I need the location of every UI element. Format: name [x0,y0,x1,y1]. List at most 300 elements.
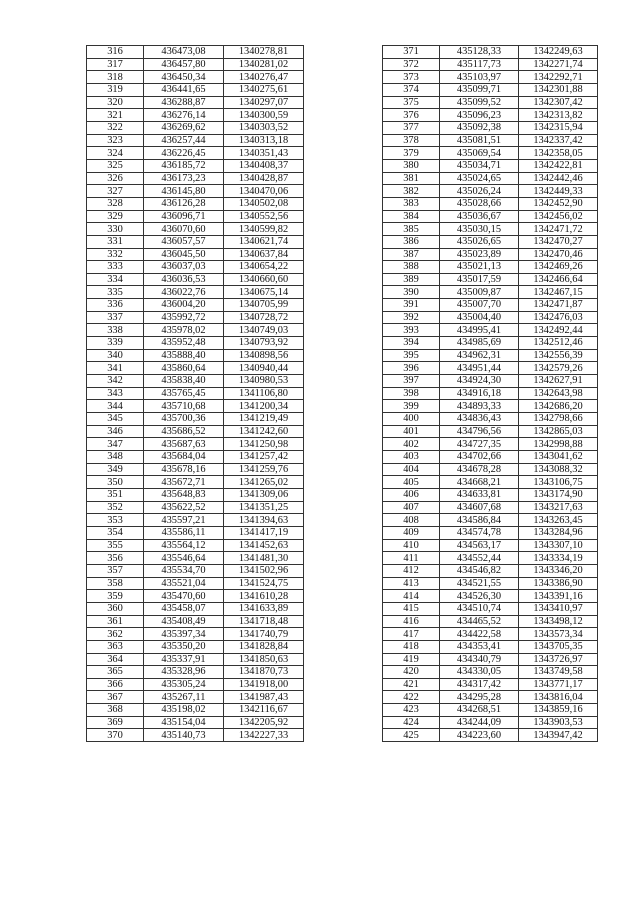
table-row [87,476,304,489]
table-row [383,666,598,679]
table-row [87,121,304,134]
y-coordinate-cell: 1343391,16 [519,590,598,603]
y-coordinate-cell: 1341502,96 [224,564,304,577]
table-row [383,628,598,641]
table-row [383,590,598,603]
table-row [383,185,598,198]
point-number-cell: 388 [383,261,440,274]
point-number-cell: 420 [383,666,440,679]
coordinate-table-left-body [87,46,304,742]
x-coordinate-cell: 434268,51 [440,704,519,717]
table-row [87,552,304,565]
y-coordinate-cell: 1340793,92 [224,337,304,350]
table-row [87,729,304,742]
y-coordinate-cell: 1340300,59 [224,109,304,122]
point-number-cell: 333 [87,261,144,274]
y-coordinate-cell: 1342643,98 [519,387,598,400]
x-coordinate-cell: 434546,82 [440,564,519,577]
table-row [87,223,304,236]
x-coordinate-cell: 434521,55 [440,577,519,590]
table-row [87,134,304,147]
point-number-cell: 396 [383,362,440,375]
y-coordinate-cell: 1342227,33 [224,729,304,742]
point-number-cell: 373 [383,71,440,84]
point-number-cell: 425 [383,729,440,742]
point-number-cell: 353 [87,514,144,527]
x-coordinate-cell: 436473,08 [144,46,224,59]
table-row [383,210,598,223]
x-coordinate-cell: 435092,38 [440,121,519,134]
y-coordinate-cell: 1341250,98 [224,438,304,451]
y-coordinate-cell: 1340303,52 [224,121,304,134]
point-number-cell: 424 [383,716,440,729]
point-number-cell: 345 [87,413,144,426]
x-coordinate-cell: 435023,89 [440,248,519,261]
table-row [383,691,598,704]
y-coordinate-cell: 1342466,64 [519,273,598,286]
table-row [383,438,598,451]
point-number-cell: 374 [383,83,440,96]
table-row [87,400,304,413]
table-row [383,615,598,628]
x-coordinate-cell: 435140,73 [144,729,224,742]
y-coordinate-cell: 1342476,03 [519,311,598,324]
x-coordinate-cell: 434985,69 [440,337,519,350]
x-coordinate-cell: 435710,68 [144,400,224,413]
y-coordinate-cell: 1342470,27 [519,235,598,248]
y-coordinate-cell: 1340408,37 [224,159,304,172]
x-coordinate-cell: 436173,23 [144,172,224,185]
point-number-cell: 340 [87,349,144,362]
y-coordinate-cell: 1342627,91 [519,375,598,388]
x-coordinate-cell: 434893,33 [440,400,519,413]
x-coordinate-cell: 435672,71 [144,476,224,489]
table-row [87,83,304,96]
y-coordinate-cell: 1341524,75 [224,577,304,590]
y-coordinate-cell: 1343284,96 [519,526,598,539]
table-row [383,83,598,96]
y-coordinate-cell: 1340297,07 [224,96,304,109]
y-coordinate-cell: 1343106,75 [519,476,598,489]
x-coordinate-cell: 434796,56 [440,425,519,438]
point-number-cell: 316 [87,46,144,59]
table-row [87,539,304,552]
point-number-cell: 416 [383,615,440,628]
table-row [87,159,304,172]
x-coordinate-cell: 435586,11 [144,526,224,539]
y-coordinate-cell: 1343816,04 [519,691,598,704]
y-coordinate-cell: 1341452,63 [224,539,304,552]
point-number-cell: 335 [87,286,144,299]
point-number-cell: 405 [383,476,440,489]
table-row [87,615,304,628]
table-row [87,185,304,198]
y-coordinate-cell: 1342556,39 [519,349,598,362]
x-coordinate-cell: 435978,02 [144,324,224,337]
table-row [87,488,304,501]
table-row [87,590,304,603]
y-coordinate-cell: 1341610,28 [224,590,304,603]
x-coordinate-cell: 434526,30 [440,590,519,603]
x-coordinate-cell: 434422,58 [440,628,519,641]
point-number-cell: 332 [87,248,144,261]
point-number-cell: 404 [383,463,440,476]
x-coordinate-cell: 435081,51 [440,134,519,147]
y-coordinate-cell: 1340980,53 [224,375,304,388]
x-coordinate-cell: 434702,66 [440,451,519,464]
x-coordinate-cell: 436037,03 [144,261,224,274]
y-coordinate-cell: 1342471,72 [519,223,598,236]
y-coordinate-cell: 1343573,34 [519,628,598,641]
table-row [87,46,304,59]
x-coordinate-cell: 434951,44 [440,362,519,375]
point-number-cell: 350 [87,476,144,489]
x-coordinate-cell: 435096,23 [440,109,519,122]
y-coordinate-cell: 1342271,74 [519,58,598,71]
table-row [383,704,598,717]
point-number-cell: 344 [87,400,144,413]
x-coordinate-cell: 436450,34 [144,71,224,84]
point-number-cell: 378 [383,134,440,147]
y-coordinate-cell: 1342249,63 [519,46,598,59]
x-coordinate-cell: 435036,67 [440,210,519,223]
x-coordinate-cell: 434916,18 [440,387,519,400]
x-coordinate-cell: 435397,34 [144,628,224,641]
table-row [383,286,598,299]
table-row [383,539,598,552]
x-coordinate-cell: 435952,48 [144,337,224,350]
table-row [87,666,304,679]
x-coordinate-cell: 435128,33 [440,46,519,59]
y-coordinate-cell: 1342205,92 [224,716,304,729]
point-number-cell: 414 [383,590,440,603]
table-row [87,261,304,274]
table-row [87,299,304,312]
table-row [87,602,304,615]
table-row [383,197,598,210]
x-coordinate-cell: 435700,36 [144,413,224,426]
table-row [383,261,598,274]
y-coordinate-cell: 1340351,43 [224,147,304,160]
x-coordinate-cell: 435026,65 [440,235,519,248]
x-coordinate-cell: 435007,70 [440,299,519,312]
x-coordinate-cell: 436269,62 [144,121,224,134]
point-number-cell: 383 [383,197,440,210]
point-number-cell: 406 [383,488,440,501]
table-row [87,362,304,375]
y-coordinate-cell: 1343859,16 [519,704,598,717]
x-coordinate-cell: 436070,60 [144,223,224,236]
y-coordinate-cell: 1340705,99 [224,299,304,312]
point-number-cell: 385 [383,223,440,236]
point-number-cell: 349 [87,463,144,476]
point-number-cell: 320 [87,96,144,109]
table-row [383,501,598,514]
x-coordinate-cell: 436185,72 [144,159,224,172]
table-row [87,463,304,476]
table-row [87,96,304,109]
y-coordinate-cell: 1341309,06 [224,488,304,501]
point-number-cell: 389 [383,273,440,286]
table-row [383,387,598,400]
x-coordinate-cell: 434574,78 [440,526,519,539]
x-coordinate-cell: 435408,49 [144,615,224,628]
point-number-cell: 392 [383,311,440,324]
table-row [87,58,304,71]
y-coordinate-cell: 1340940,44 [224,362,304,375]
y-coordinate-cell: 1341918,00 [224,678,304,691]
y-coordinate-cell: 1340749,03 [224,324,304,337]
y-coordinate-cell: 1342301,88 [519,83,598,96]
y-coordinate-cell: 1341850,63 [224,653,304,666]
y-coordinate-cell: 1341259,76 [224,463,304,476]
point-number-cell: 366 [87,678,144,691]
x-coordinate-cell: 435034,71 [440,159,519,172]
y-coordinate-cell: 1340728,72 [224,311,304,324]
point-number-cell: 376 [383,109,440,122]
point-number-cell: 356 [87,552,144,565]
point-number-cell: 415 [383,602,440,615]
x-coordinate-cell: 434678,28 [440,463,519,476]
y-coordinate-cell: 1342798,66 [519,413,598,426]
x-coordinate-cell: 436126,28 [144,197,224,210]
y-coordinate-cell: 1343705,35 [519,640,598,653]
point-number-cell: 361 [87,615,144,628]
y-coordinate-cell: 1343498,12 [519,615,598,628]
table-row [87,564,304,577]
y-coordinate-cell: 1343307,10 [519,539,598,552]
y-coordinate-cell: 1342315,94 [519,121,598,134]
point-number-cell: 377 [383,121,440,134]
y-coordinate-cell: 1342292,71 [519,71,598,84]
x-coordinate-cell: 436145,80 [144,185,224,198]
point-number-cell: 318 [87,71,144,84]
point-number-cell: 402 [383,438,440,451]
x-coordinate-cell: 434295,28 [440,691,519,704]
point-number-cell: 367 [87,691,144,704]
y-coordinate-cell: 1342998,88 [519,438,598,451]
x-coordinate-cell: 436288,87 [144,96,224,109]
point-number-cell: 395 [383,349,440,362]
table-row [383,425,598,438]
x-coordinate-cell: 435337,91 [144,653,224,666]
y-coordinate-cell: 1342686,20 [519,400,598,413]
y-coordinate-cell: 1342442,46 [519,172,598,185]
x-coordinate-cell: 436226,45 [144,147,224,160]
point-number-cell: 351 [87,488,144,501]
table-row [87,235,304,248]
y-coordinate-cell: 1343947,42 [519,729,598,742]
x-coordinate-cell: 434836,43 [440,413,519,426]
y-coordinate-cell: 1342358,05 [519,147,598,160]
table-row [383,159,598,172]
table-row [383,552,598,565]
table-row [87,349,304,362]
y-coordinate-cell: 1343041,62 [519,451,598,464]
x-coordinate-cell: 435028,66 [440,197,519,210]
table-row [87,210,304,223]
point-number-cell: 338 [87,324,144,337]
table-row [87,451,304,464]
point-number-cell: 421 [383,678,440,691]
point-number-cell: 330 [87,223,144,236]
point-number-cell: 343 [87,387,144,400]
table-row [383,729,598,742]
point-number-cell: 329 [87,210,144,223]
table-row [383,299,598,312]
y-coordinate-cell: 1341417,19 [224,526,304,539]
y-coordinate-cell: 1341828,84 [224,640,304,653]
y-coordinate-cell: 1340675,14 [224,286,304,299]
y-coordinate-cell: 1342865,03 [519,425,598,438]
y-coordinate-cell: 1343217,63 [519,501,598,514]
point-number-cell: 328 [87,197,144,210]
y-coordinate-cell: 1343174,90 [519,488,598,501]
x-coordinate-cell: 434353,41 [440,640,519,653]
point-number-cell: 391 [383,299,440,312]
table-row [383,109,598,122]
x-coordinate-cell: 435305,24 [144,678,224,691]
x-coordinate-cell: 435267,11 [144,691,224,704]
point-number-cell: 407 [383,501,440,514]
point-number-cell: 325 [87,159,144,172]
point-number-cell: 334 [87,273,144,286]
point-number-cell: 359 [87,590,144,603]
y-coordinate-cell: 1340552,56 [224,210,304,223]
x-coordinate-cell: 435009,87 [440,286,519,299]
y-coordinate-cell: 1343263,45 [519,514,598,527]
x-coordinate-cell: 434510,74 [440,602,519,615]
point-number-cell: 358 [87,577,144,590]
point-number-cell: 387 [383,248,440,261]
y-coordinate-cell: 1343334,19 [519,552,598,565]
x-coordinate-cell: 434563,17 [440,539,519,552]
point-number-cell: 386 [383,235,440,248]
x-coordinate-cell: 435154,04 [144,716,224,729]
x-coordinate-cell: 435030,15 [440,223,519,236]
y-coordinate-cell: 1343088,32 [519,463,598,476]
point-number-cell: 379 [383,147,440,160]
table-row [383,375,598,388]
point-number-cell: 400 [383,413,440,426]
table-row [383,96,598,109]
table-row [87,501,304,514]
x-coordinate-cell: 434995,41 [440,324,519,337]
point-number-cell: 398 [383,387,440,400]
y-coordinate-cell: 1342337,42 [519,134,598,147]
x-coordinate-cell: 434244,09 [440,716,519,729]
y-coordinate-cell: 1340275,61 [224,83,304,96]
point-number-cell: 397 [383,375,440,388]
point-number-cell: 380 [383,159,440,172]
y-coordinate-cell: 1342422,81 [519,159,598,172]
y-coordinate-cell: 1341870,73 [224,666,304,679]
table-row [383,46,598,59]
x-coordinate-cell: 436457,80 [144,58,224,71]
table-row [87,438,304,451]
x-coordinate-cell: 435686,52 [144,425,224,438]
point-number-cell: 357 [87,564,144,577]
y-coordinate-cell: 1342456,02 [519,210,598,223]
x-coordinate-cell: 434607,68 [440,501,519,514]
point-number-cell: 364 [87,653,144,666]
x-coordinate-cell: 436257,44 [144,134,224,147]
point-number-cell: 372 [383,58,440,71]
table-row [383,564,598,577]
y-coordinate-cell: 1341987,43 [224,691,304,704]
x-coordinate-cell: 436057,57 [144,235,224,248]
y-coordinate-cell: 1341394,63 [224,514,304,527]
point-number-cell: 348 [87,451,144,464]
x-coordinate-cell: 435328,96 [144,666,224,679]
point-number-cell: 337 [87,311,144,324]
table-row [383,476,598,489]
table-row [87,653,304,666]
x-coordinate-cell: 435099,71 [440,83,519,96]
point-number-cell: 371 [383,46,440,59]
point-number-cell: 360 [87,602,144,615]
x-coordinate-cell: 434340,79 [440,653,519,666]
y-coordinate-cell: 1343386,90 [519,577,598,590]
point-number-cell: 410 [383,539,440,552]
y-coordinate-cell: 1343726,97 [519,653,598,666]
x-coordinate-cell: 435564,12 [144,539,224,552]
point-number-cell: 370 [87,729,144,742]
point-number-cell: 399 [383,400,440,413]
y-coordinate-cell: 1341257,42 [224,451,304,464]
point-number-cell: 423 [383,704,440,717]
table-row [383,526,598,539]
x-coordinate-cell: 434586,84 [440,514,519,527]
point-number-cell: 352 [87,501,144,514]
y-coordinate-cell: 1342471,87 [519,299,598,312]
table-row [87,413,304,426]
y-coordinate-cell: 1341633,89 [224,602,304,615]
y-coordinate-cell: 1341740,79 [224,628,304,641]
x-coordinate-cell: 435117,73 [440,58,519,71]
point-number-cell: 342 [87,375,144,388]
y-coordinate-cell: 1341265,02 [224,476,304,489]
point-number-cell: 326 [87,172,144,185]
point-number-cell: 409 [383,526,440,539]
point-number-cell: 324 [87,147,144,160]
table-row [383,413,598,426]
x-coordinate-cell: 435622,52 [144,501,224,514]
table-row [87,425,304,438]
point-number-cell: 375 [383,96,440,109]
y-coordinate-cell: 1342512,46 [519,337,598,350]
table-row [87,678,304,691]
point-number-cell: 319 [87,83,144,96]
point-number-cell: 341 [87,362,144,375]
table-row [383,640,598,653]
point-number-cell: 417 [383,628,440,641]
x-coordinate-cell: 436022,76 [144,286,224,299]
table-row [383,463,598,476]
table-row [87,375,304,388]
y-coordinate-cell: 1342579,26 [519,362,598,375]
table-row [87,716,304,729]
point-number-cell: 336 [87,299,144,312]
y-coordinate-cell: 1342116,67 [224,704,304,717]
table-row [383,349,598,362]
table-row [383,248,598,261]
y-coordinate-cell: 1341351,25 [224,501,304,514]
x-coordinate-cell: 435684,04 [144,451,224,464]
table-row [87,628,304,641]
table-row [87,172,304,185]
y-coordinate-cell: 1343749,58 [519,666,598,679]
